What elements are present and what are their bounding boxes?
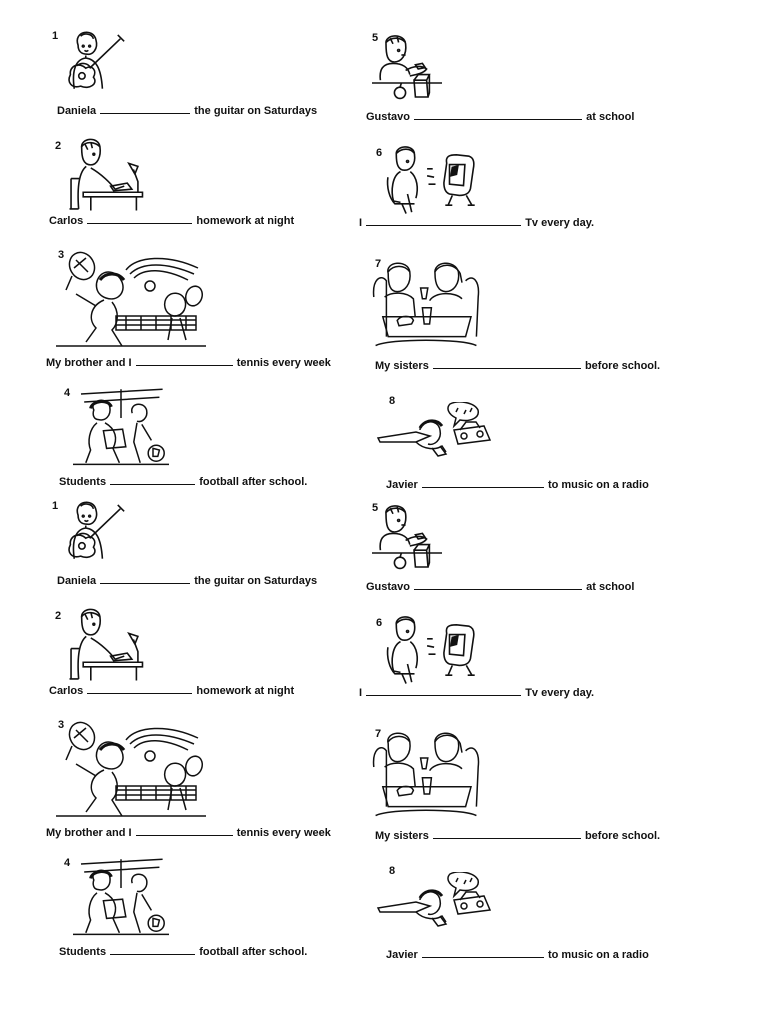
exercise-number: 1 (52, 30, 59, 42)
answer-blank[interactable] (110, 944, 195, 955)
exercise-sentence (49, 213, 294, 227)
boy-listening-to-radio-icon (376, 402, 496, 472)
answer-blank[interactable] (433, 828, 581, 839)
sentence-ending: to music on a radio (547, 479, 649, 491)
sentence-subject: Gustavo (366, 581, 411, 593)
sentence-subject: I (359, 217, 363, 229)
exercise-number: 4 (64, 387, 71, 399)
exercise-number: 4 (64, 857, 71, 869)
exercise-number: 7 (375, 258, 382, 270)
children-playing-tennis-icon (56, 250, 206, 350)
exercise-sentence (386, 947, 649, 961)
answer-blank[interactable] (87, 213, 192, 224)
sentence-ending: Tv every day. (525, 687, 595, 699)
sentence-subject: Daniela (57, 105, 97, 117)
sentence-ending: tennis every week (236, 827, 331, 839)
sentence-ending: at school (586, 111, 635, 123)
exercise-sentence (57, 573, 317, 587)
answer-blank[interactable] (414, 109, 582, 120)
exercise-number: 3 (58, 249, 65, 261)
exercise-sentence (57, 103, 317, 117)
girl-playing-guitar-icon (52, 26, 140, 90)
boy-eating-lunch-icon (372, 30, 442, 108)
sentence-subject: Javier (386, 479, 418, 491)
sentence-subject: Students (59, 946, 107, 958)
exercise-number: 6 (376, 617, 383, 629)
exercise-number: 5 (372, 32, 379, 44)
sentence-ending: tennis every week (236, 357, 331, 369)
sentence-subject: My sisters (375, 360, 429, 372)
sentence-ending: before school. (584, 360, 661, 372)
exercise-number: 8 (389, 395, 396, 407)
exercise-sentence (59, 474, 307, 488)
girls-having-breakfast-icon (372, 726, 480, 826)
exercise-number: 8 (389, 865, 396, 877)
answer-blank[interactable] (87, 683, 192, 694)
children-playing-tennis-icon (56, 720, 206, 820)
boy-listening-to-radio-icon (376, 872, 496, 942)
answer-blank[interactable] (136, 355, 233, 366)
answer-blank[interactable] (366, 215, 521, 226)
sentence-subject: Carlos (49, 685, 84, 697)
girls-having-breakfast-icon (372, 256, 480, 356)
sentence-ending: the guitar on Saturdays (194, 575, 318, 587)
sentence-subject: Daniela (57, 575, 97, 587)
students-playing-football-icon (66, 856, 176, 936)
exercise-sentence (46, 355, 331, 369)
sentence-ending: to music on a radio (547, 949, 649, 961)
sentence-subject: Students (59, 476, 107, 488)
boy-eating-lunch-icon (372, 500, 442, 578)
students-playing-football-icon (66, 386, 176, 466)
exercise-sentence (49, 683, 294, 697)
answer-blank[interactable] (100, 103, 190, 114)
exercise-sentence (375, 358, 660, 372)
exercise-number: 5 (372, 502, 379, 514)
exercise-number: 7 (375, 728, 382, 740)
answer-blank[interactable] (422, 947, 544, 958)
sentence-ending: homework at night (196, 685, 295, 697)
exercise-number: 2 (55, 610, 62, 622)
answer-blank[interactable] (366, 685, 521, 696)
exercise-sentence (359, 215, 594, 229)
exercise-sentence (386, 477, 649, 491)
sentence-subject: My brother and I (46, 357, 132, 369)
exercise-sentence (359, 685, 594, 699)
sentence-ending: football after school. (199, 476, 308, 488)
answer-blank[interactable] (100, 573, 190, 584)
sentence-ending: Tv every day. (525, 217, 595, 229)
sentence-ending: at school (586, 581, 635, 593)
answer-blank[interactable] (414, 579, 582, 590)
exercise-number: 3 (58, 719, 65, 731)
answer-blank[interactable] (422, 477, 544, 488)
sentence-subject: My sisters (375, 830, 429, 842)
sentence-subject: Carlos (49, 215, 84, 227)
answer-blank[interactable] (110, 474, 195, 485)
exercise-sentence (375, 828, 660, 842)
sentence-subject: Javier (386, 949, 418, 961)
boy-doing-homework-icon (52, 136, 160, 212)
answer-blank[interactable] (136, 825, 233, 836)
exercise-number: 1 (52, 500, 59, 512)
exercise-sentence (59, 944, 307, 958)
boy-watching-tv-icon (372, 145, 492, 215)
sentence-ending: football after school. (199, 946, 308, 958)
exercise-number: 2 (55, 140, 62, 152)
sentence-subject: My brother and I (46, 827, 132, 839)
exercise-number: 6 (376, 147, 383, 159)
sentence-ending: homework at night (196, 215, 295, 227)
sentence-ending: the guitar on Saturdays (194, 105, 318, 117)
girl-playing-guitar-icon (52, 496, 140, 560)
exercise-sentence (366, 109, 634, 123)
boy-watching-tv-icon (372, 615, 492, 685)
exercise-sentence (366, 579, 634, 593)
exercise-sentence (46, 825, 331, 839)
sentence-subject: Gustavo (366, 111, 411, 123)
answer-blank[interactable] (433, 358, 581, 369)
boy-doing-homework-icon (52, 606, 160, 682)
sentence-ending: before school. (584, 830, 661, 842)
sentence-subject: I (359, 687, 363, 699)
